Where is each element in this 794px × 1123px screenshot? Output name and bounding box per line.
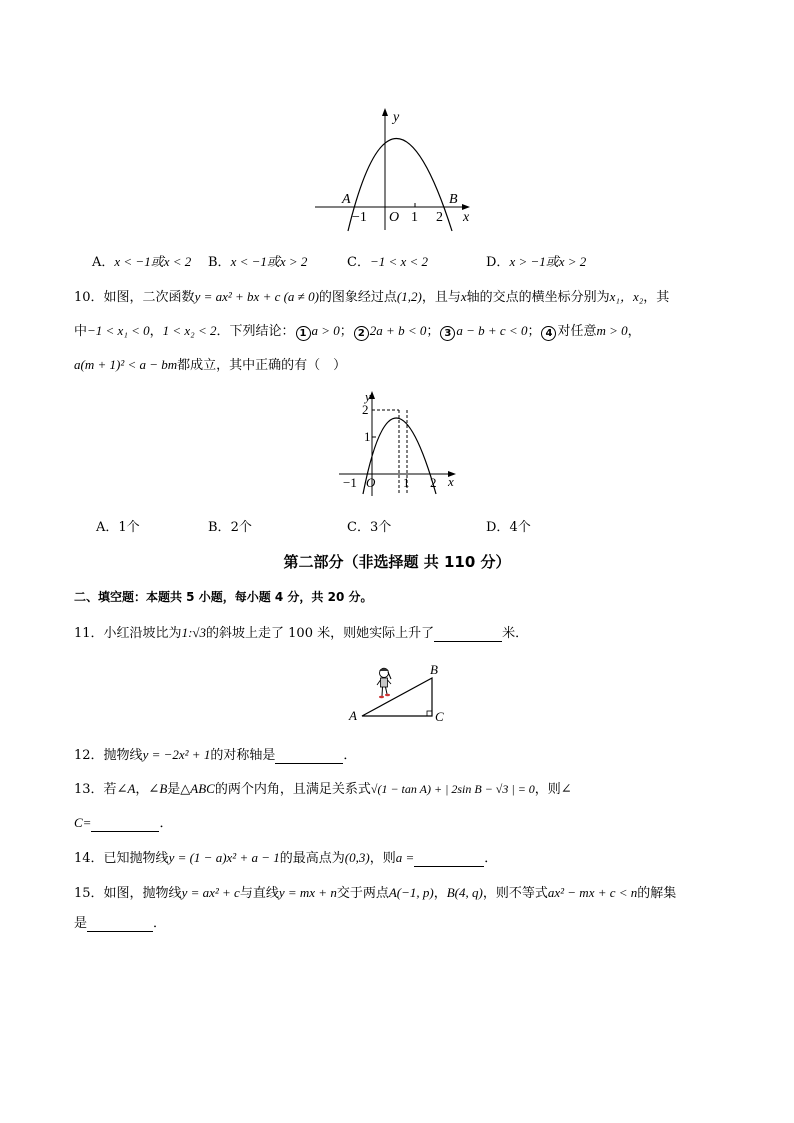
q13-line-1: 13．若∠A，∠B是△ABC的两个内角，且满足关系式√(1 − tan A) + | 2sin B − √3 | = 0，则∠ (74, 781, 572, 797)
q11-answer-blank[interactable] (434, 626, 502, 642)
q15-line-1: 15．如图，抛物线y = ax² + c与直线y = mx + n交于两点A(−1, p)，B(4, q)，则不等式ax² − mx + c < n的解集 (74, 885, 677, 901)
q15-line-2: 是 ． (74, 916, 167, 931)
q9-option-a[interactable]: A．x < −1或x < 2 (92, 254, 192, 270)
q10-line-3: a(m + 1)² < a − bm都成立，其中正确的有（ ） (74, 357, 347, 373)
q10-line-1: 10．如图，二次函数y = ax² + bx + c (a ≠ 0)的图象经过点(1,2)，且与x轴的交点的横坐标分别为x₁，x₂，其 (74, 289, 670, 305)
tick-label-1: 1 (411, 210, 418, 225)
parabola-figure-2 (335, 388, 465, 500)
parabola-figure-1 (310, 105, 480, 235)
x-label: x (463, 210, 470, 225)
y-axis-arrow (382, 108, 388, 116)
label-b: B (430, 662, 438, 677)
section-title: 第二部分（非选择题 共 110 分） (283, 553, 511, 571)
q9-option-d[interactable]: D．x > −1或x > 2 (486, 254, 587, 270)
label-c: C (435, 709, 444, 724)
q10-line-2: 中−1 < x₁ < 0，1 < x₂ < 2．下列结论： 1 a > 0； 2 2a + b < 0； 3 a − b + c < 0； 4 对任意m > 0， (74, 323, 641, 339)
q13-line-2: C= ． (74, 815, 173, 831)
y-tick-label-1: 1 (364, 429, 371, 444)
q10-option-c[interactable]: C．3个 (347, 520, 392, 535)
x-tick-label-2: 2 (430, 475, 437, 490)
circled-2: 2 (354, 326, 369, 341)
q15-answer-blank[interactable] (87, 916, 153, 932)
tick-label-neg1: −1 (352, 210, 367, 225)
triangle-abc (362, 678, 432, 716)
fill-in-header: 二、填空题：本题共 5 小题，每小题 4 分，共 20 分。 (74, 590, 373, 604)
slope-figure (345, 660, 455, 726)
q9-option-c[interactable]: C．−1 < x < 2 (347, 254, 429, 270)
y-label: y (365, 389, 371, 404)
circled-1: 1 (296, 326, 311, 341)
y-tick-label-2: 2 (362, 402, 369, 417)
x-label: x (448, 474, 454, 489)
q10-option-b[interactable]: B．2个 (208, 520, 252, 535)
x-tick-label-1: 1 (403, 475, 410, 490)
point-a-label: A (342, 192, 351, 207)
q10-number: 10． (74, 290, 104, 305)
q14-text: 14．已知抛物线y = (1 − a)x² + a − 1的最高点为(0,3)，则a = ． (74, 850, 498, 866)
q13-answer-blank[interactable] (91, 816, 159, 832)
origin-label: O (366, 475, 376, 490)
q10-option-a[interactable]: A．1个 (96, 520, 140, 535)
y-label: y (393, 110, 400, 125)
label-a: A (349, 708, 357, 723)
right-angle-mark (427, 711, 432, 716)
circled-4: 4 (541, 326, 556, 341)
circled-3: 3 (440, 326, 455, 341)
q12-answer-blank[interactable] (275, 748, 343, 764)
girl-figure (377, 668, 391, 698)
q12-text: 12．抛物线y = −2x² + 1的对称轴是 ． (74, 747, 357, 763)
q11-text: 11．小红沿坡比为1:√3的斜坡上走了 100 米，则她实际上升了 米． (74, 625, 529, 641)
x-tick-label-neg1: −1 (343, 475, 357, 490)
q9-option-b[interactable]: B．x < −1或x > 2 (208, 254, 308, 270)
point-b-label: B (449, 192, 458, 207)
q14-answer-blank[interactable] (414, 851, 484, 867)
tick-label-2: 2 (436, 210, 443, 225)
q10-option-d[interactable]: D．4个 (486, 520, 531, 535)
origin-label: O (389, 210, 400, 225)
